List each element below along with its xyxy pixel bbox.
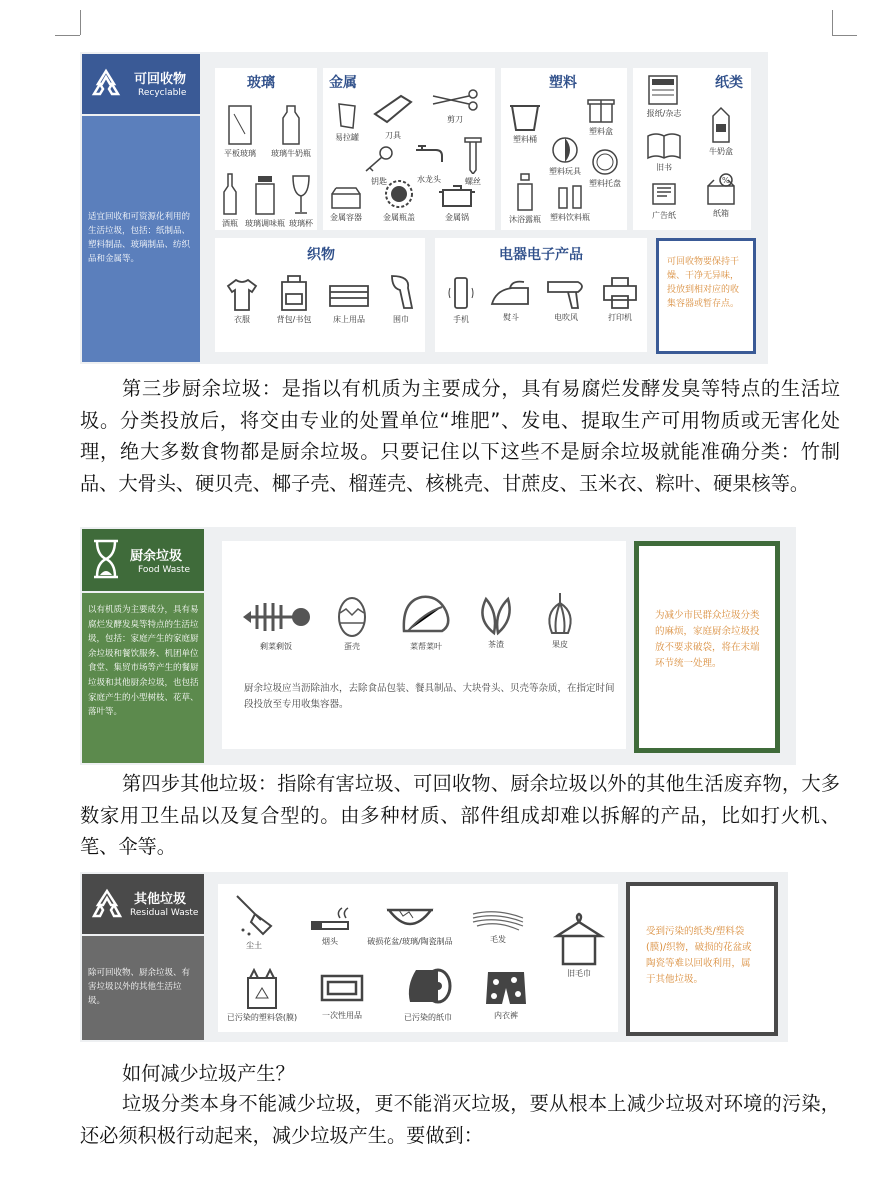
item-fruit-peel: 果皮 (536, 589, 584, 650)
item-metal-pot: 金属锅 (431, 180, 483, 223)
item-wine-bottle: 酒瓶 (215, 172, 245, 229)
gift-box-icon (586, 94, 616, 124)
crop-mark-top-right-v (832, 10, 833, 35)
shorts-icon (484, 968, 528, 1008)
recyclable-note-box (656, 238, 756, 354)
residual-waste-note: 受到污染的纸类/塑料袋(膜)/织物，破损的花盆或陶瓷等难以回收利用，属于其他垃圾。 (646, 926, 752, 985)
flat-glass-icon (227, 104, 253, 146)
recycle-icon (90, 68, 122, 98)
item-milk-carton: 牛奶盒 (699, 106, 743, 157)
scissors-icon (429, 88, 481, 112)
recyclable-description: 适宜回收和可资源化利用的生活垃圾，包括：纸制品、塑料制品、玻璃制品、纺织品和金属等。 (88, 212, 191, 264)
hair-icon (471, 906, 525, 932)
item-metal-container: 金属容器 (323, 186, 369, 223)
item-old-towel: 旧毛巾 (548, 912, 610, 979)
food-waste-panel (80, 527, 796, 765)
residual-waste-description: 除可回收物、厨余垃圾、有害垃圾以外的其他生活垃圾。 (88, 968, 191, 1006)
category-electronics-title: 电器电子产品 (499, 247, 583, 263)
category-textile-title: 织物 (307, 247, 335, 263)
screw-icon (463, 134, 483, 174)
item-newspaper: 报纸/杂志 (639, 74, 689, 119)
seasoning-bottle-icon (252, 172, 278, 216)
wine-bottle-icon (220, 172, 240, 216)
drink-bottle-icon (555, 180, 585, 210)
item-printer: 打印机 (597, 276, 643, 323)
phone-icon (446, 274, 476, 312)
item-dust: 尘土 (226, 892, 282, 951)
hair-dryer-icon (542, 276, 590, 310)
item-clothes: 衣服 (219, 276, 265, 325)
tray-icon (591, 148, 619, 176)
bottle-cap-icon (383, 178, 415, 210)
broken-bowl-icon (385, 898, 435, 934)
residual-recycle-icon (90, 888, 124, 920)
item-underwear: 内衣裤 (476, 968, 536, 1021)
item-flat-glass: 平板玻璃 (217, 104, 263, 159)
item-glass-milk-bottle: 玻璃牛奶瓶 (265, 104, 317, 159)
item-plastic-drink-bottle: 塑料饮料瓶 (545, 180, 595, 223)
broom-icon (233, 892, 275, 938)
item-can: 易拉罐 (327, 100, 367, 143)
food-waste-note-box (634, 541, 780, 753)
item-plastic-box: 塑料盒 (581, 94, 621, 137)
item-carton-box: % 纸箱 (699, 172, 743, 219)
residual-waste-header (82, 874, 204, 934)
printer-icon (602, 276, 638, 310)
residual-waste-note-box (626, 882, 778, 1036)
item-faucet: 水龙头 (407, 142, 451, 185)
can-icon (335, 100, 359, 130)
item-eggshell: 蛋壳 (328, 593, 376, 652)
backpack-icon (276, 272, 312, 312)
recyclable-label-cn: 可回收物 (134, 72, 187, 87)
food-waste-label-en: Food Waste (138, 565, 191, 575)
glass-cup-icon (290, 172, 312, 216)
milk-carton-icon (709, 106, 733, 144)
category-electronics (435, 238, 647, 352)
food-waste-instruction: 厨余垃圾应当沥除油水，去除食品包装、餐具制品、大块骨头、贝壳等杂质，在指定时间段投放至专用收集容器。 (244, 683, 615, 710)
tea-leaf-icon (474, 593, 518, 637)
iron-icon (490, 278, 532, 310)
item-seasoning-bottle: 玻璃调味瓶 (243, 172, 287, 229)
vegetable-icon (398, 591, 454, 639)
carton-box-icon (704, 172, 738, 206)
ball-icon (551, 136, 579, 164)
food-waste-note: 为减少市民群众垃圾分类的麻烦，家庭厨余垃圾投放不要求破袋，将在末端环节统一处理。 (655, 610, 760, 669)
item-shower-gel-bottle: 沐浴露瓶 (501, 172, 549, 225)
residual-waste-panel (80, 872, 788, 1042)
category-glass (215, 68, 317, 230)
category-metal-title: 金属 (329, 75, 357, 91)
category-paper (633, 68, 751, 230)
key-icon (362, 144, 396, 174)
metal-pot-icon (437, 180, 477, 210)
recyclable-description-box (82, 116, 200, 362)
svg-text:%: % (722, 176, 730, 185)
hourglass-icon (92, 539, 120, 579)
category-plastic-title: 塑料 (549, 75, 577, 91)
food-waste-header (82, 529, 204, 591)
disposable-box-icon (318, 968, 366, 1008)
item-screw: 螺丝 (453, 134, 493, 187)
book-icon (646, 132, 682, 160)
item-old-book: 旧书 (639, 132, 689, 173)
crop-mark-top-left-v (80, 10, 81, 35)
section-heading: 如何减少垃圾产生？ (122, 1062, 295, 1085)
plastic-bag-icon (244, 968, 280, 1010)
metal-container-icon (330, 186, 362, 210)
newspaper-icon (647, 74, 681, 106)
item-dirty-tissue: 已污染的纸巾 (390, 966, 466, 1023)
item-leftovers: 剩菜剩饭 (236, 595, 316, 652)
faucet-icon (412, 142, 446, 172)
residual-waste-label-en: Residual Waste (130, 908, 199, 918)
recyclable-label-en: Recyclable (138, 88, 187, 98)
food-waste-description: 以有机质为主要成分，具有易腐烂发酵发臭等特点的生活垃圾，包括：家庭产生的家庭厨余垃圾和餐饮服务、机团单位食堂、集贸市场等产生的餐厨垃圾和其他厨余垃圾，也包括家庭产生的小型树枝、花草、落叶等。 (88, 605, 199, 718)
item-flyer: 广告纸 (639, 180, 689, 221)
residual-waste-label-cn: 其他垃圾 (134, 892, 187, 907)
category-plastic (501, 68, 627, 230)
residual-waste-description-box (82, 936, 204, 1040)
recyclable-header (82, 54, 200, 114)
banana-peel-icon (540, 589, 580, 637)
paragraph-reduce-waste: 垃圾分类本身不能减少垃圾，更不能消灭垃圾，要从根本上减少垃圾对环境的污染，还必须积极行动起来，减少垃圾产生。要做到： (80, 1092, 840, 1147)
item-disposable: 一次性用品 (310, 968, 374, 1021)
scarf-icon (386, 272, 416, 312)
item-vegetable-leaves: 菜帮菜叶 (394, 591, 458, 652)
item-hair-dryer: 电吹风 (539, 276, 593, 323)
category-metal (323, 68, 495, 230)
item-iron: 熨斗 (487, 278, 535, 323)
item-broken-pot: 破损花盆/玻璃/陶瓷制品 (364, 898, 456, 947)
tissue-roll-icon (402, 966, 454, 1010)
crop-mark-top-left (55, 35, 80, 36)
item-plastic-tray: 塑料托盘 (585, 148, 625, 189)
item-backpack: 背包/书包 (271, 272, 317, 325)
crop-mark-top-right (832, 35, 857, 36)
category-glass-title: 玻璃 (247, 75, 275, 91)
item-glass-cup: 玻璃杯 (285, 172, 317, 229)
towel-hanger-icon (553, 912, 605, 966)
food-waste-items-box (222, 541, 626, 749)
item-cigarette-butt: 烟头 (306, 904, 354, 947)
item-knife: 刀具 (367, 92, 419, 141)
item-bedding: 床上用品 (323, 276, 375, 325)
item-plastic-toy: 塑料玩具 (543, 136, 587, 177)
item-hair: 毛发 (468, 906, 528, 945)
bedding-icon (326, 276, 372, 312)
residual-waste-items-box (218, 884, 618, 1032)
item-scarf: 围巾 (379, 272, 423, 325)
fishbone-icon (239, 595, 313, 639)
category-paper-title: 纸类 (715, 75, 743, 91)
paragraph-residual-waste: 第四步其他垃圾：指除有害垃圾、可回收物、厨余垃圾以外的其他生活废弃物，大多数家用卫生品以及复合型的。由多种材质、部件组成却难以拆解的产品，比如打火机、笔、伞等。 (80, 772, 840, 858)
item-bottle-cap: 金属瓶盖 (375, 178, 423, 223)
paragraph-food-waste: 第三步厨余垃圾：是指以有机质为主要成分，具有易腐烂发酵发臭等特点的生活垃圾。分类投放后，将交由专业的处置单位“堆肥”、发电、提取生产可用物质或无害化处理，绝大多数食物都是厨余垃圾。只要记住以下这些不是厨余垃圾就能准确分类：竹制品、大骨头、硬贝壳、椰子壳、榴莲壳、核桃壳、甘蔗皮、玉米衣、粽叶、硬果核等。 (80, 377, 840, 495)
shirt-icon (224, 276, 260, 312)
recyclable-panel (80, 52, 768, 364)
egg-icon (336, 593, 368, 639)
category-textile (215, 238, 425, 352)
food-waste-label-cn: 厨余垃圾 (130, 549, 183, 564)
milk-bottle-icon (278, 104, 304, 146)
food-waste-description-box (82, 593, 204, 763)
flyer-icon (649, 180, 679, 208)
cigarette-icon (310, 904, 350, 934)
item-tea-leaves: 茶渣 (472, 593, 520, 650)
bucket-icon (508, 98, 542, 132)
item-scissors: 剪刀 (423, 88, 487, 125)
recyclable-note: 可回收物要保持干燥、干净无异味，投放到相对应的收集容器或暂存点。 (667, 257, 740, 309)
shower-gel-icon (513, 172, 537, 212)
item-dirty-plastic-bag: 已污染的塑料袋(膜) (218, 968, 306, 1023)
knife-icon (371, 92, 415, 128)
item-phone: 手机 (439, 274, 483, 325)
item-plastic-bucket: 塑料桶 (503, 98, 547, 145)
item-key: 钥匙 (357, 144, 401, 187)
